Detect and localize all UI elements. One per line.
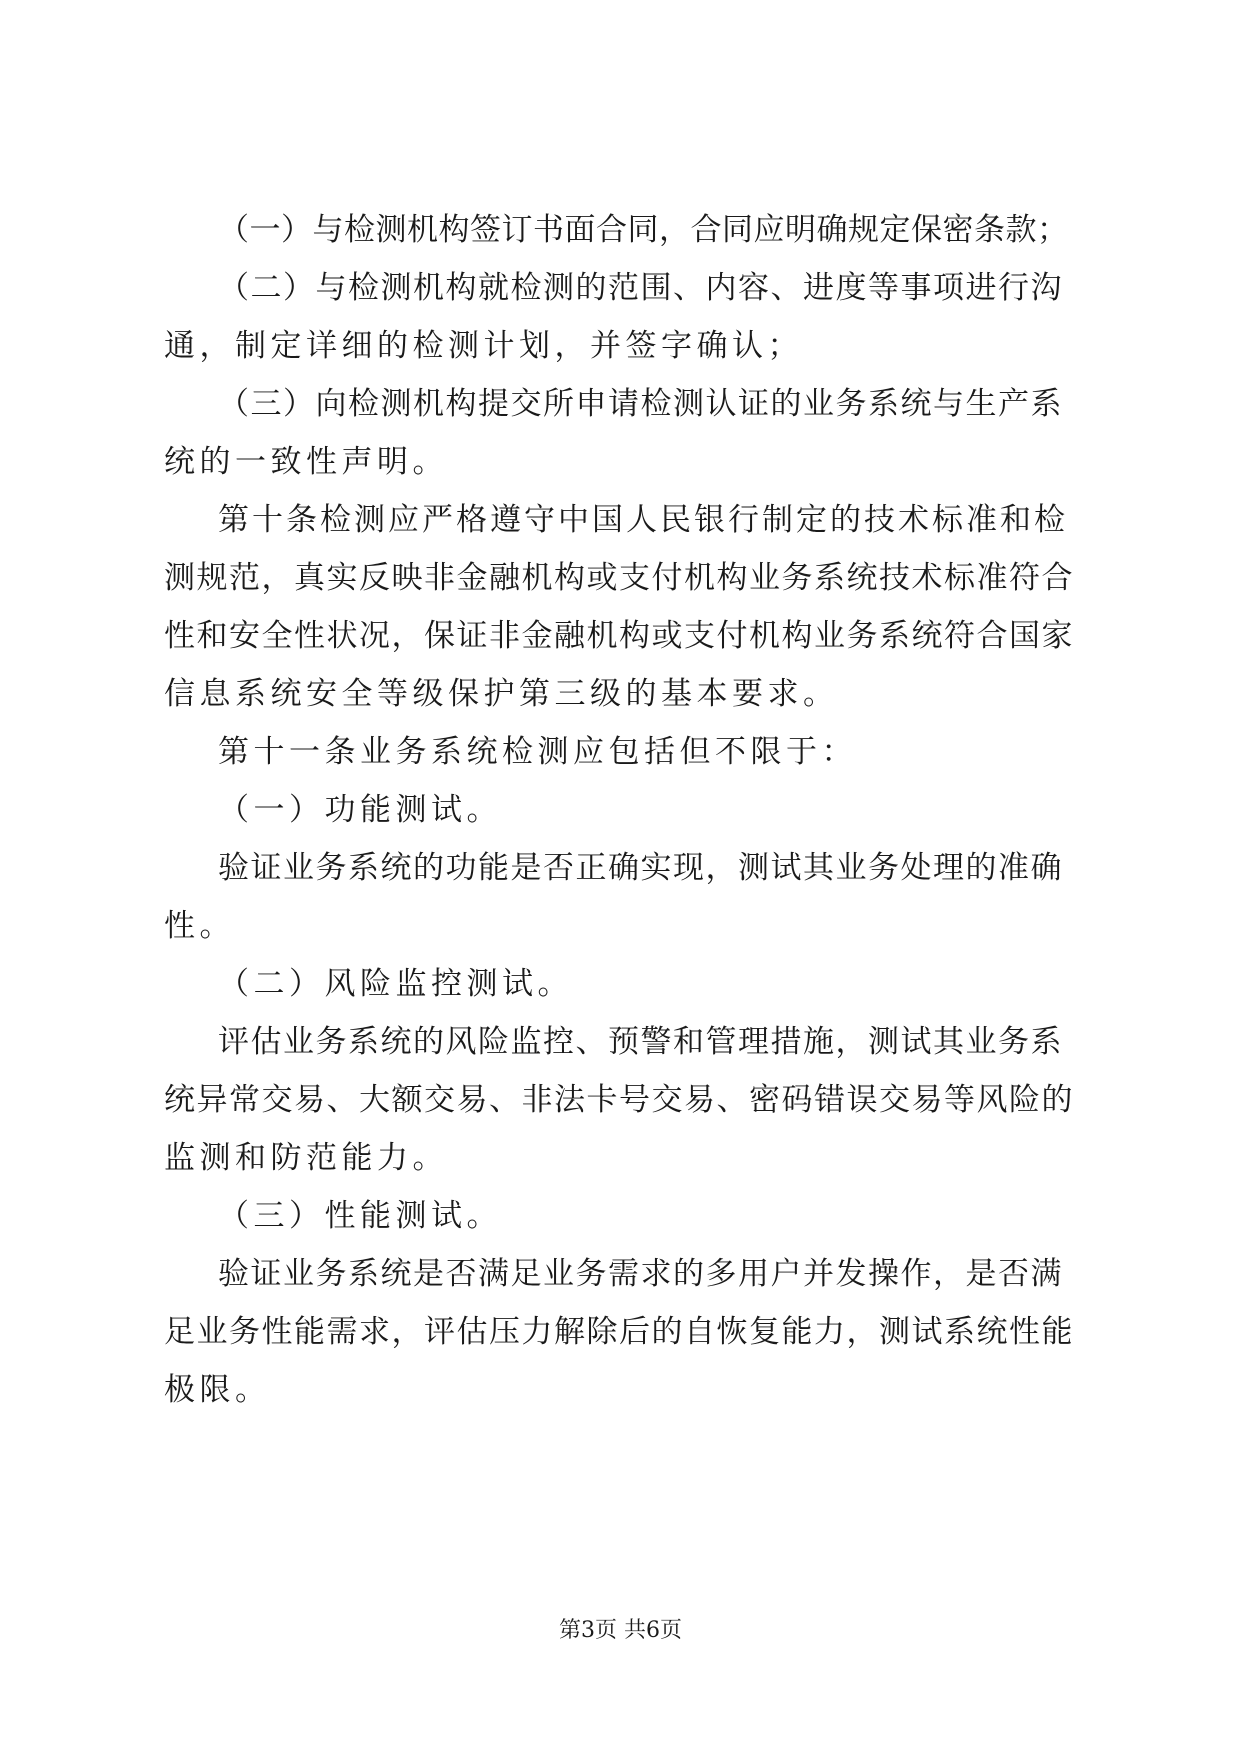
paragraph-line: （二）与检测机构就检测的范围、内容、进度等事项进行沟 [218,270,1063,306]
paragraph-line: 足业务性能需求，评估压力解除后的自恢复能力，测试系统性能 [164,1314,1074,1350]
paragraph-line: 极限。 [164,1372,271,1408]
paragraph-line: （一）功能测试。 [218,792,502,828]
paragraph-line: 第十一条业务系统检测应包括但不限于： [218,734,857,770]
paragraph-line: 性和安全性状况，保证非金融机构或支付机构业务系统符合国家 [164,618,1074,654]
paragraph-line: （二）风险监控测试。 [218,966,573,1002]
paragraph-line: 信息系统安全等级保护第三级的基本要求。 [164,676,839,712]
paragraph-line: 验证业务系统的功能是否正确实现，测试其业务处理的准确 [218,850,1063,886]
paragraph-line: 统的一致性声明。 [164,444,448,480]
page-number-footer: 第3页 共6页 [559,1618,682,1643]
paragraph-line: 评估业务系统的风险监控、预警和管理措施，测试其业务系 [218,1024,1063,1060]
paragraph-line: 性。 [164,908,235,944]
paragraph-line: （三）向检测机构提交所申请检测认证的业务系统与生产系 [218,386,1063,422]
paragraph-line: 验证业务系统是否满足业务需求的多用户并发操作，是否满 [218,1256,1063,1292]
paragraph-line: 统异常交易、大额交易、非法卡号交易、密码错误交易等风险的 [164,1082,1074,1118]
paragraph-line: （三）性能测试。 [218,1198,502,1234]
paragraph-line: 测规范，真实反映非金融机构或支付机构业务系统技术标准符合 [164,560,1074,596]
paragraph-line: （一）与检测机构签订书面合同，合同应明确规定保密条款； [218,212,1069,248]
paragraph-line: 通，制定详细的检测计划，并签字确认； [164,328,803,364]
paragraph-line: 监测和防范能力。 [164,1140,448,1176]
paragraph-line: 第十条检测应严格遵守中国人民银行制定的技术标准和检 [218,502,1068,538]
